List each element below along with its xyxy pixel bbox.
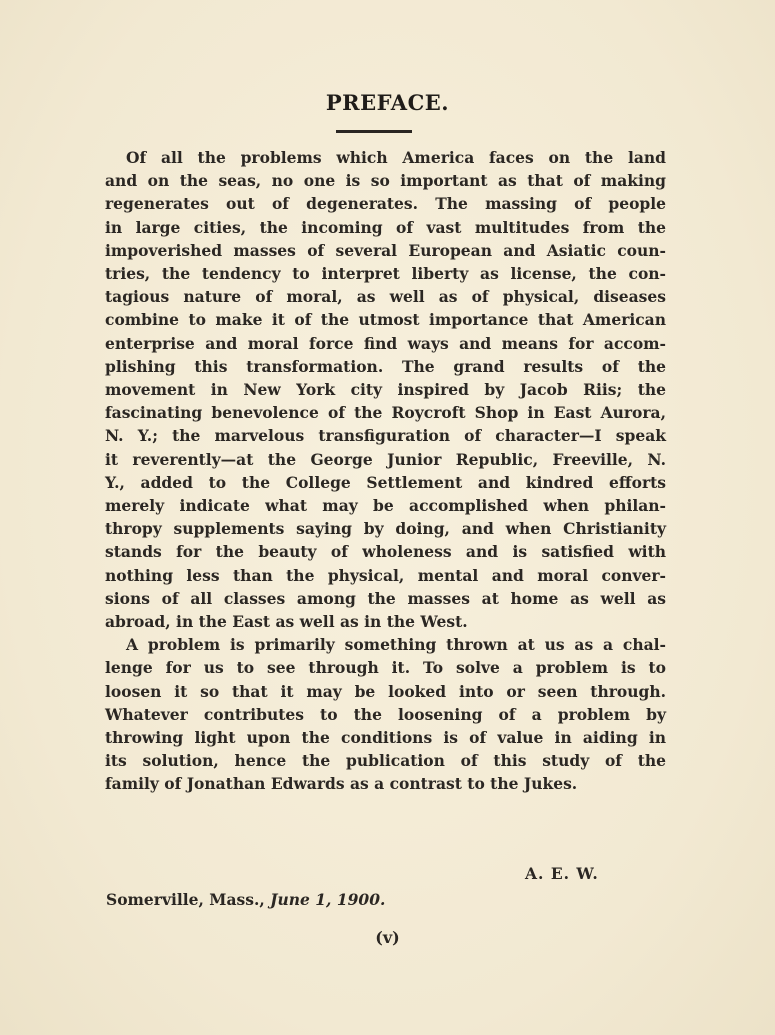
- text-line: impoverished masses of several European and Asiatic coun-: [105, 240, 666, 260]
- text-line: sions of all classes among the masses at home as well as: [105, 588, 666, 608]
- text-line: N. Y.; the marvelous transfiguration of character—I speak: [105, 426, 666, 446]
- text-line: in large cities, the incoming of vast multitudes from the: [105, 217, 666, 237]
- text-line: regenerates out of degenerates. The massing of people: [105, 194, 666, 214]
- text-line: its solution, hence the publication of this study of the: [105, 751, 666, 771]
- text-line: A problem is primarily something thrown at us as a chal-: [126, 635, 666, 655]
- text-line: tagious nature of moral, as well as of physical, diseases: [105, 287, 666, 307]
- text-line: abroad, in the East as well as in the West.: [105, 612, 468, 632]
- text-line: family of Jonathan Edwards as a contrast to the Jukes.: [105, 774, 578, 794]
- paragraph-2: [84, 633, 666, 795]
- text-line: merely indicate what may be accomplished when philan-: [105, 496, 666, 516]
- text-line: tries, the tendency to interpret liberty as license, the con-: [105, 264, 666, 284]
- text-line: loosen it so that it may be looked into or seen through.: [105, 681, 666, 701]
- preface-body: [84, 146, 666, 796]
- text-line: thropy supplements saying by doing, and when Christianity: [105, 519, 666, 539]
- text-line: stands for the beauty of wholeness and is satisfied with: [105, 542, 666, 562]
- text-line: and on the seas, no one is so important as that of making: [105, 171, 666, 191]
- dateline-date: June 1, 1900.: [270, 890, 386, 909]
- text-line: combine to make it of the utmost importance that American: [105, 310, 666, 330]
- text-line: plishing this transformation. The grand results of the: [105, 356, 666, 376]
- text-line: fascinating benevolence of the Roycroft Shop in East Aurora,: [105, 403, 666, 423]
- page-number: (v): [375, 928, 400, 947]
- text-line: Y., added to the College Settlement and kindred efforts: [105, 472, 666, 492]
- author-initials: A. E. W.: [525, 864, 599, 883]
- text-line: it reverently—at the George Junior Republic, Freeville, N.: [105, 449, 666, 469]
- text-line: lenge for us to see through it. To solve a problem is to: [105, 658, 666, 678]
- text-line: Of all the problems which America faces on the land: [126, 148, 666, 167]
- page-title: PREFACE.: [325, 90, 450, 115]
- text-line: enterprise and moral force find ways and means for accom-: [105, 333, 666, 353]
- title-rule: [336, 130, 412, 133]
- dateline: [106, 890, 385, 909]
- paragraph-1: [84, 146, 666, 633]
- text-line: throwing light upon the conditions is of value in aiding in: [105, 728, 666, 748]
- text-line: movement in New York city inspired by Jacob Riis; the: [105, 380, 666, 400]
- text-line: Whatever contributes to the loosening of a problem by: [105, 704, 666, 724]
- text-line: nothing less than the physical, mental and moral conver-: [105, 565, 666, 585]
- dateline-place: Somerville, Mass.,: [106, 890, 265, 909]
